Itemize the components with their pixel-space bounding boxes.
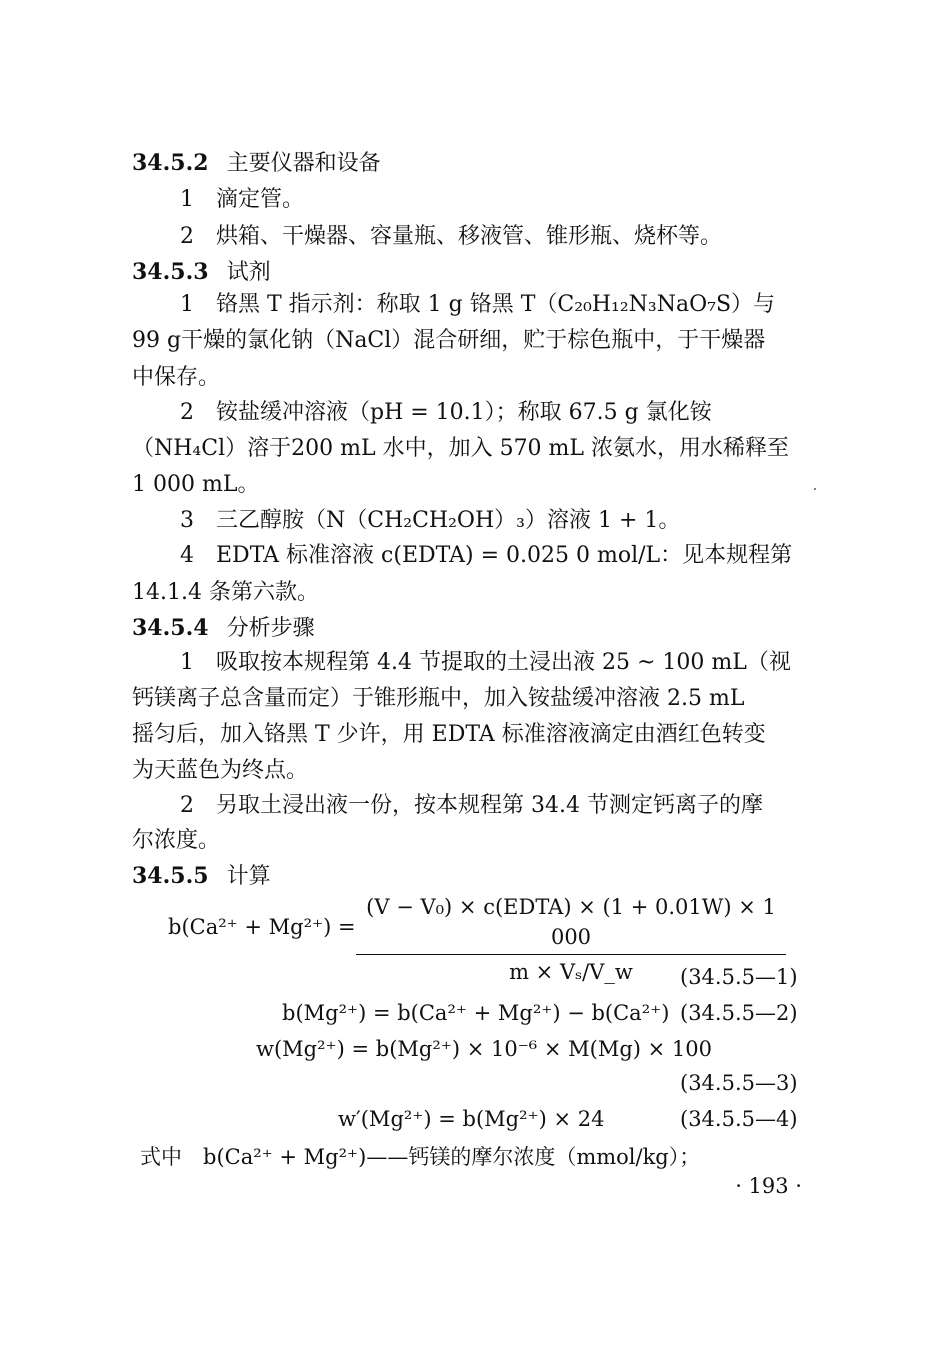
equation-4-number: (34.5.5—4) [680,1107,798,1131]
paragraph: 2 铵盐缓冲溶液（pH = 10.1）；称取 67.5 g 氯化铵 [180,400,712,425]
paragraph-continued: 尔浓度。 [132,828,221,853]
section-title: 主要仪器和设备 [226,151,381,176]
paragraph-continued: 钙镁离子总含量而定）于锥形瓶中，加入铵盐缓冲溶液 2.5 mL [132,686,745,711]
scan-speck [814,488,816,490]
equation-3-number: (34.5.5—3) [680,1071,798,1095]
section-heading-34-5-5 [132,861,271,892]
section-title: 计算 [226,864,271,889]
section-heading-34-5-4 [132,613,315,644]
equation-1-number: (34.5.5—1) [680,965,798,989]
equation-1-lhs: b(Ca²⁺ + Mg²⁺) = [168,915,356,939]
section-number: 34.5.4 [132,615,209,641]
equation-3: w(Mg²⁺) = b(Mg²⁺) × 10⁻⁶ × M(Mg) × 100 [256,1037,713,1061]
paragraph-continued: （NH₄Cl）溶于200 mL 水中，加入 570 mL 浓氨水，用水稀释至 [132,436,790,461]
equation-1-denominator: m × Vₛ/V_w [509,960,633,984]
paragraph: 1 滴定管。 [180,187,304,212]
equation-1-numerator: (V − V₀) × c(EDTA) × (1 + 0.01W) × 1 000 [366,895,776,949]
paragraph-continued: 1 000 mL。 [132,472,260,497]
section-heading-34-5-3 [132,257,271,288]
variable-definition: 式中 b(Ca²⁺ + Mg²⁺)——钙镁的摩尔浓度（mmol/kg）； [140,1145,701,1169]
paragraph: 1 吸取按本规程第 4.4 节提取的土浸出液 25 ~ 100 mL（视 [180,650,791,675]
section-number: 34.5.2 [132,150,209,176]
paragraph: 1 铬黑 T 指示剂：称取 1 g 铬黑 T（C₂₀H₁₂N₃NaO₇S）与 [180,292,776,317]
paragraph-continued: 摇匀后，加入铬黑 T 少许，用 EDTA 标准溶液滴定由酒红色转变 [132,722,766,747]
paragraph-continued: 14.1.4 条第六款。 [132,580,319,605]
section-number: 34.5.5 [132,863,209,889]
equation-4: w′(Mg²⁺) = b(Mg²⁺) × 24 [338,1107,605,1131]
paragraph-continued: 为天蓝色为终点。 [132,758,309,783]
section-title: 试剂 [226,260,271,285]
equation-2-number: (34.5.5—2) [680,1001,798,1025]
section-title: 分析步骤 [226,616,315,641]
paragraph: 2 烘箱、干燥器、容量瓶、移液管、锥形瓶、烧杯等。 [180,224,722,249]
paragraph-continued: 中保存。 [132,365,221,390]
paragraph-continued: 99 g干燥的氯化钠（NaCl）混合研细，贮于棕色瓶中，于干燥器 [132,328,766,353]
paragraph: 2 另取土浸出液一份，按本规程第 34.4 节测定钙离子的摩 [180,793,763,818]
equation-2: b(Mg²⁺) = b(Ca²⁺ + Mg²⁺) − b(Ca²⁺) [282,1001,670,1025]
paragraph: 3 三乙醇胺（N（CH₂CH₂OH）₃）溶液 1 + 1。 [180,508,681,533]
page-number: · 193 · [735,1174,802,1198]
section-number: 34.5.3 [132,259,209,285]
section-heading-34-5-2 [132,148,381,179]
fraction-bar [356,954,786,955]
paragraph: 4 EDTA 标准溶液 c(EDTA) = 0.025 0 mol/L：见本规程第 [180,543,793,568]
